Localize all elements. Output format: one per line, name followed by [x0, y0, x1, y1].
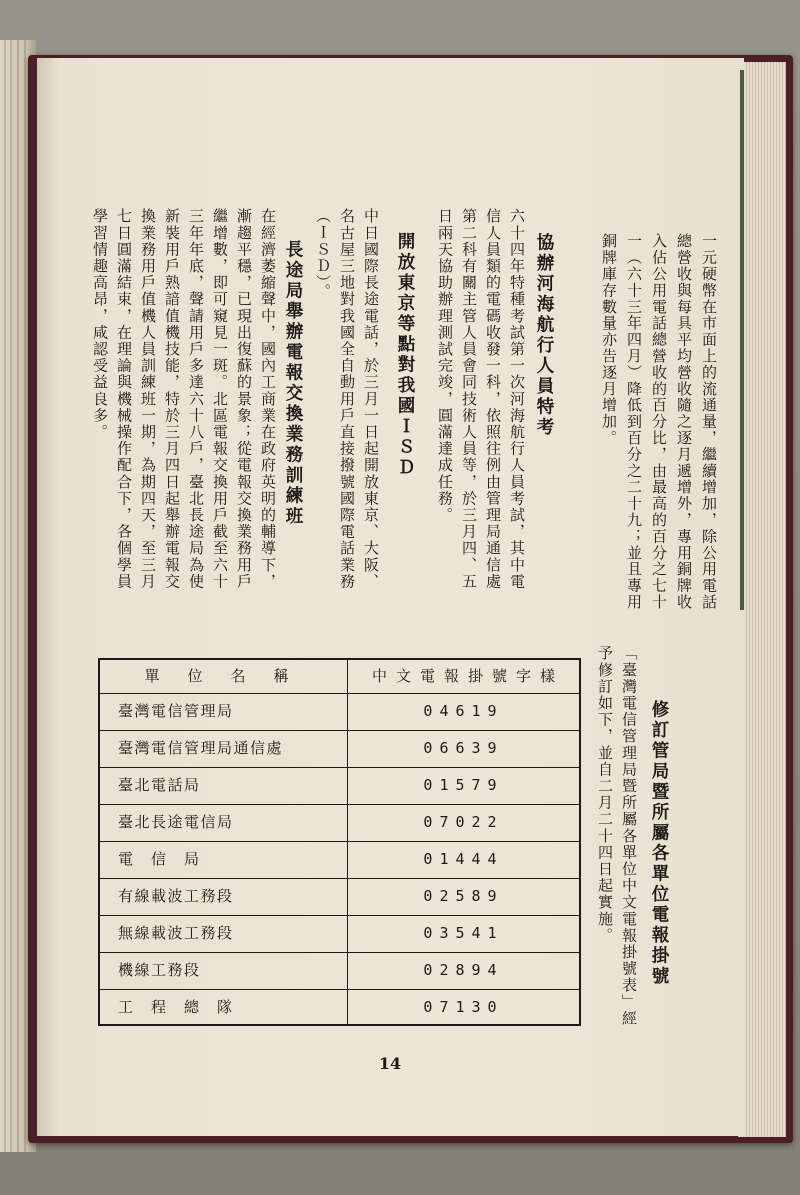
ribbon-marker	[740, 70, 744, 610]
telegraph-codes-body: 「臺灣電信管理局暨所屬各單位中文電報掛號表」經予修訂如下，並自二月二十四日起實施。	[596, 645, 638, 1027]
table-row	[100, 878, 579, 915]
intro-paragraph: 一元硬幣在市面上的流通量，繼續增加，除公用電話總營收與每具平均營收隨之逐月遞增外，專用銅牌收入佔公用電話總營收的百分比，由最高的百分之七十一（六十三年四月）降低到百分之二十九；並且專用銅牌庫存數量亦告逐月增加。	[600, 233, 718, 611]
telegraph-code: 07022	[423, 813, 504, 831]
training-title: 長途局舉辦電報交換業務訓練班	[283, 240, 303, 527]
telegraph-code: 01579	[423, 776, 504, 794]
unit-name: 臺北長途電信局	[118, 813, 234, 831]
telegraph-code-table	[98, 658, 581, 1026]
exam-assist-body: 六十四年特種考試第一次河海航行人員考試，其中電信人員類的電碼收發一科，依照往例由管理局通信處第二科有關主管人員會同技術人員等，於三月四、五日兩天協助辦理測試完竣，圓滿達成任務。	[436, 208, 526, 590]
table-row	[100, 915, 579, 952]
isd-title: 開放東京等點對我國ＩＳＤ	[395, 232, 415, 478]
telegraph-code: 02894	[423, 961, 504, 979]
telegraph-codes-title: 修訂管局暨所屬各單位電報掛號	[649, 700, 669, 987]
page-number: 14	[378, 1054, 402, 1073]
telegraph-code: 01444	[423, 850, 504, 868]
table-header-name: 單位名稱	[144, 667, 317, 685]
unit-name: 臺灣電信管理局	[118, 702, 234, 720]
telegraph-code: 07130	[423, 998, 504, 1016]
table-row	[100, 730, 579, 767]
unit-name: 臺北電話局	[118, 776, 201, 794]
unit-name: 機線工務段	[118, 961, 201, 979]
telegraph-code: 03541	[423, 924, 504, 942]
unit-name: 電 信 局	[118, 850, 201, 868]
unit-name: 臺灣電信管理局通信處	[118, 739, 284, 757]
unit-name: 有線載波工務段	[118, 887, 234, 905]
table-row	[100, 693, 579, 730]
table-row	[100, 767, 579, 804]
table-row	[100, 952, 579, 989]
telegraph-code: 02589	[423, 887, 504, 905]
table-row	[100, 989, 579, 1026]
table-row	[100, 804, 579, 841]
table-row	[100, 841, 579, 878]
training-body: 在經濟萎縮聲中，國內工商業在政府英明的輔導下，漸趨平穩，已現出復蘇的景象；從電報交換業務用戶繼增數，即可窺見一斑。北區電報交換用戶截至六十三年年底，聲請用戶多達六十八戶，臺北長途局為使新裝用戶熟諳值機技能，特於三月四日起舉辦電報交換業務用戶值機人員訓練班一期，為期四天，至三月七日圓滿結束，在理論與機械操作配合下，各個學員學習情趣高昂，咸認受益良多。	[91, 208, 277, 590]
table-header-code: 中文電報掛號字樣	[371, 667, 564, 685]
telegraph-code: 04619	[423, 702, 504, 720]
page-stack-edges	[738, 62, 786, 1137]
exam-assist-title: 協辦河海航行人員特考	[534, 233, 554, 438]
isd-body: 中日國際長途電話，於三月一日起開放東京、大阪、名古屋三地對我國全自動用戶直接撥號國際電話業務（ＩＳＤ）。	[314, 208, 380, 590]
telegraph-code: 06639	[423, 739, 504, 757]
unit-name: 無線載波工務段	[118, 924, 234, 942]
unit-name: 工 程 總 隊	[118, 998, 234, 1016]
